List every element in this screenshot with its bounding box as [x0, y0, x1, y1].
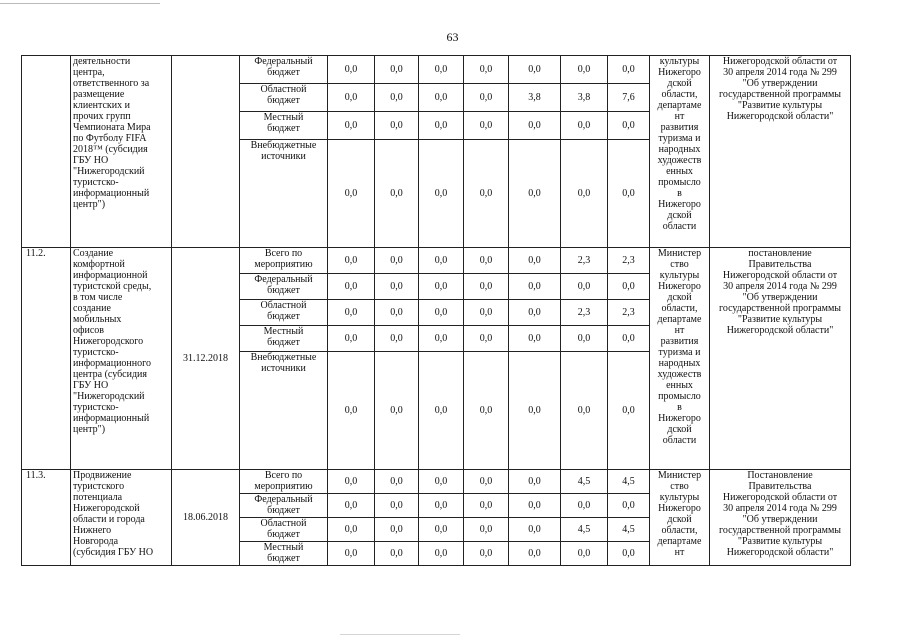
executor-line: Министер [657, 248, 702, 259]
funding-source [240, 248, 328, 274]
legal-basis-line: 30 апреля 2014 года № 299 [723, 503, 837, 514]
funding-source [240, 352, 328, 470]
executor-line: нт [674, 547, 685, 558]
table-row [22, 470, 851, 494]
legal-basis-line: государственной программы [718, 525, 842, 536]
funding-source [240, 518, 328, 542]
amount-cell: 0,0 [375, 56, 419, 84]
executor-line: туризма и [658, 347, 701, 358]
amount-cell: 0,0 [328, 300, 375, 326]
funding-source-line: источники [261, 151, 306, 162]
table-body [22, 56, 851, 566]
executor-line: нт [674, 325, 685, 336]
funding-source [240, 300, 328, 326]
activity-name-line: Продвижение [73, 470, 132, 481]
activity-name-line: Нижнего [73, 525, 112, 536]
funding-source-line: бюджет [267, 285, 300, 296]
completion-date: 18.06.2018 [172, 470, 240, 566]
activity-name-line: в том числе [73, 292, 123, 303]
legal-basis-line: Нижегородской области" [726, 547, 834, 558]
amount-cell: 0,0 [328, 140, 375, 248]
legal-basis-line: "Об утверждении [742, 292, 818, 303]
amount-cell: 0,0 [419, 494, 464, 518]
activity-name-line: клиентских и [73, 100, 130, 111]
executor-line: развития [660, 122, 699, 133]
activity-name-line: Нижегородской [73, 503, 140, 514]
row-index [22, 56, 71, 248]
amount-cell: 0,0 [464, 274, 509, 300]
activity-name-line: потенциала [73, 492, 123, 503]
executor [650, 248, 710, 470]
activity-name-line: ГБУ НО [73, 380, 109, 391]
activity-name [71, 56, 172, 248]
scan-artifact-bottom [340, 634, 460, 635]
amount-cell: 0,0 [419, 112, 464, 140]
executor-line: области [662, 221, 697, 232]
activity-name-line: информационный [73, 413, 150, 424]
completion-date [172, 56, 240, 248]
activity-name-line: информационной [73, 270, 148, 281]
funding-source [240, 494, 328, 518]
amount-cell: 0,0 [375, 470, 419, 494]
funding-source [240, 274, 328, 300]
legal-basis-line: Нижегородской области от [722, 492, 838, 503]
row-index: 11.2. [22, 248, 71, 470]
legal-basis-line: постановление [748, 248, 812, 259]
amount-cell: 0,0 [464, 352, 509, 470]
amount-cell: 2,3 [608, 300, 650, 326]
amount-cell: 0,0 [419, 542, 464, 566]
amount-cell: 3,8 [561, 84, 608, 112]
executor-line: промысло [658, 391, 701, 402]
funding-source-line: мероприятию [254, 259, 313, 270]
legal-basis-line: "Развитие культуры [737, 536, 823, 547]
funding-source-line: Федеральный [254, 56, 313, 67]
funding-source-line: Всего по [264, 248, 303, 259]
amount-cell: 0,0 [561, 352, 608, 470]
executor-line: Нижегоро [658, 281, 701, 292]
activity-name-line: деятельности [73, 56, 131, 67]
amount-cell: 7,6 [608, 84, 650, 112]
amount-cell: 0,0 [509, 470, 561, 494]
activity-name-line: туристского [73, 481, 125, 492]
activity-name-line: центр") [73, 199, 106, 210]
activity-name-line: центра (субсидия [73, 369, 147, 380]
table-row [22, 248, 851, 274]
amount-cell: 0,0 [608, 542, 650, 566]
activity-name-line: Новгорода [73, 536, 119, 547]
legal-basis-line: Нижегородской области от [722, 270, 838, 281]
funding-source-line: Федеральный [254, 274, 313, 285]
executor-line: области, [661, 525, 698, 536]
executor-line: промысло [658, 177, 701, 188]
activity-name-line: ответственного за [73, 78, 150, 89]
amount-cell: 0,0 [375, 352, 419, 470]
amount-cell: 0,0 [608, 326, 650, 352]
executor-line: области [662, 435, 697, 446]
amount-cell: 0,0 [328, 470, 375, 494]
executor-line: культуры [659, 492, 700, 503]
legal-basis-line: Правительства [748, 481, 812, 492]
executor-line: Нижегоро [658, 67, 701, 78]
amount-cell: 0,0 [419, 326, 464, 352]
amount-cell: 0,0 [328, 274, 375, 300]
amount-cell: 0,0 [608, 112, 650, 140]
legal-basis-line: 30 апреля 2014 года № 299 [723, 67, 837, 78]
executor-line: нт [674, 111, 685, 122]
executor-line: ство [670, 481, 689, 492]
funding-source-line: бюджет [267, 337, 300, 348]
activity-name-line: офисов [73, 325, 104, 336]
executor [650, 470, 710, 566]
activity-name-line: Создание [73, 248, 114, 259]
amount-cell: 0,0 [561, 112, 608, 140]
legal-basis-line: Нижегородской области" [726, 325, 834, 336]
executor-line: Нижегоро [658, 503, 701, 514]
activity-name-line: по Футболу FIFA [73, 133, 147, 144]
amount-cell: 0,0 [464, 494, 509, 518]
funding-source-line: бюджет [267, 505, 300, 516]
amount-cell: 0,0 [419, 300, 464, 326]
activity-name-line: ГБУ НО [73, 155, 109, 166]
funding-source-line: бюджет [267, 529, 300, 540]
amount-cell: 0,0 [375, 84, 419, 112]
executor-line: области, [661, 89, 698, 100]
funding-source [240, 84, 328, 112]
funding-source-line: Всего по [264, 470, 303, 481]
activity-name-line: центр") [73, 424, 106, 435]
funding-source-line: Местный [263, 112, 304, 123]
amount-cell: 0,0 [608, 140, 650, 248]
page-number: 63 [446, 30, 459, 44]
amount-cell: 0,0 [375, 248, 419, 274]
funding-source [240, 112, 328, 140]
table-row [22, 56, 851, 84]
executor-line: художеств [657, 369, 702, 380]
funding-source-line: Федеральный [254, 494, 313, 505]
amount-cell: 0,0 [328, 56, 375, 84]
executor [650, 56, 710, 248]
amount-cell: 0,0 [561, 542, 608, 566]
amount-cell: 0,0 [419, 470, 464, 494]
amount-cell: 4,5 [608, 470, 650, 494]
executor-line: развития [660, 336, 699, 347]
activity-name [71, 470, 172, 566]
executor-line: дской [667, 424, 692, 435]
legal-basis-line: "Развитие культуры [737, 314, 823, 325]
funding-source-line: Внебюджетные [250, 140, 317, 151]
activity-name-line: туристско- [73, 177, 119, 188]
amount-cell: 0,0 [419, 274, 464, 300]
executor-line: департаме [657, 100, 702, 111]
funding-source-line: Местный [263, 326, 304, 337]
funding-source-line: Внебюджетные [250, 352, 317, 363]
legal-basis [710, 248, 851, 470]
funding-source-line: бюджет [267, 123, 300, 134]
amount-cell: 0,0 [375, 494, 419, 518]
amount-cell: 0,0 [375, 112, 419, 140]
legal-basis-line: "Об утверждении [742, 78, 818, 89]
executor-line: культуры [659, 56, 700, 67]
activity-name-line: туристско- [73, 347, 119, 358]
activity-name-line: информационного [73, 358, 151, 369]
legal-basis-line: государственной программы [718, 89, 842, 100]
funding-source [240, 326, 328, 352]
amount-cell: 0,0 [608, 352, 650, 470]
amount-cell: 4,5 [561, 470, 608, 494]
activity-name-line: прочих групп [73, 111, 131, 122]
funding-source-line: бюджет [267, 67, 300, 78]
amount-cell: 0,0 [375, 300, 419, 326]
amount-cell: 0,0 [561, 274, 608, 300]
amount-cell: 0,0 [328, 494, 375, 518]
completion-date: 31.12.2018 [172, 248, 240, 470]
activity-name-line: комфортной [73, 259, 125, 270]
amount-cell: 0,0 [375, 518, 419, 542]
funding-source-line: бюджет [267, 311, 300, 322]
activity-name-line: создание [73, 303, 111, 314]
executor-line: культуры [659, 270, 700, 281]
executor-line: Нижегоро [658, 199, 701, 210]
amount-cell: 0,0 [375, 542, 419, 566]
legal-basis-line: 30 апреля 2014 года № 299 [723, 281, 837, 292]
activity-name-line: туристской среды, [73, 281, 152, 292]
activity-name-line: информационный [73, 188, 150, 199]
legal-basis-line: Нижегородской области от [722, 56, 838, 67]
amount-cell: 3,8 [509, 84, 561, 112]
amount-cell: 0,0 [464, 542, 509, 566]
amount-cell: 0,0 [375, 326, 419, 352]
executor-line: енных [666, 380, 693, 391]
legal-basis-line: Правительства [748, 259, 812, 270]
amount-cell: 0,0 [464, 326, 509, 352]
funding-source-line: бюджет [267, 553, 300, 564]
funding-source-line: бюджет [267, 95, 300, 106]
amount-cell: 0,0 [419, 84, 464, 112]
executor-line: дской [667, 78, 692, 89]
executor-line: в [677, 188, 682, 199]
amount-cell: 0,0 [509, 542, 561, 566]
activity-name-line: области и города [73, 514, 145, 525]
activity-name-line: "Нижегородский [73, 166, 145, 177]
amount-cell: 0,0 [464, 300, 509, 326]
amount-cell: 0,0 [608, 56, 650, 84]
amount-cell: 0,0 [328, 326, 375, 352]
amount-cell: 0,0 [464, 84, 509, 112]
funding-source-line: источники [261, 363, 306, 374]
executor-line: ство [670, 259, 689, 270]
amount-cell: 4,5 [561, 518, 608, 542]
amount-cell: 0,0 [375, 274, 419, 300]
amount-cell: 0,0 [509, 352, 561, 470]
amount-cell: 0,0 [464, 518, 509, 542]
activity-name-line: центра, [73, 67, 105, 78]
row-index: 11.3. [22, 470, 71, 566]
activity-name-line: мобильных [73, 314, 122, 325]
amount-cell: 4,5 [608, 518, 650, 542]
legal-basis [710, 56, 851, 248]
funding-source-line: Областной [260, 300, 307, 311]
amount-cell: 0,0 [328, 248, 375, 274]
amount-cell: 0,0 [328, 352, 375, 470]
activity-name-line: Чемпионата Мира [73, 122, 151, 133]
activity-name-line: размещение [73, 89, 125, 100]
legal-basis-line: "Об утверждении [742, 514, 818, 525]
executor-line: народных [658, 358, 701, 369]
amount-cell: 0,0 [561, 326, 608, 352]
executor-line: дской [667, 292, 692, 303]
funding-source-line: Местный [263, 542, 304, 553]
amount-cell: 2,3 [608, 248, 650, 274]
amount-cell: 0,0 [464, 140, 509, 248]
amount-cell: 0,0 [328, 518, 375, 542]
legal-basis-line: государственной программы [718, 303, 842, 314]
activity-name-line: туристско- [73, 402, 119, 413]
amount-cell: 0,0 [464, 112, 509, 140]
amount-cell: 0,0 [509, 326, 561, 352]
legal-basis-line: Постановление [747, 470, 813, 481]
executor-line: департаме [657, 536, 702, 547]
legal-basis [710, 470, 851, 566]
executor-line: енных [666, 166, 693, 177]
amount-cell: 2,3 [561, 248, 608, 274]
amount-cell: 0,0 [419, 352, 464, 470]
legal-basis-line: "Развитие культуры [737, 100, 823, 111]
amount-cell: 0,0 [375, 140, 419, 248]
amount-cell: 0,0 [561, 56, 608, 84]
activity-name-line: "Нижегородский [73, 391, 145, 402]
executor-line: дской [667, 514, 692, 525]
executor-line: туризма и [658, 133, 701, 144]
amount-cell: 0,0 [419, 140, 464, 248]
amount-cell: 0,0 [328, 112, 375, 140]
executor-line: Нижегоро [658, 413, 701, 424]
amount-cell: 0,0 [328, 542, 375, 566]
amount-cell: 0,0 [419, 56, 464, 84]
funding-source [240, 140, 328, 248]
amount-cell: 0,0 [419, 248, 464, 274]
executor-line: народных [658, 144, 701, 155]
amount-cell: 0,0 [464, 470, 509, 494]
scan-artifact-top [0, 3, 160, 4]
funding-source [240, 542, 328, 566]
amount-cell: 0,0 [328, 84, 375, 112]
activity-name [71, 248, 172, 470]
amount-cell: 0,0 [509, 140, 561, 248]
activity-name-line: Нижегородского [73, 336, 144, 347]
amount-cell: 0,0 [509, 518, 561, 542]
executor-line: области, [661, 303, 698, 314]
amount-cell: 0,0 [509, 112, 561, 140]
amount-cell: 0,0 [608, 494, 650, 518]
activity-name-line: (субсидия ГБУ НО [73, 547, 154, 558]
funding-source [240, 470, 328, 494]
executor-line: в [677, 402, 682, 413]
amount-cell: 0,0 [509, 56, 561, 84]
amount-cell: 0,0 [608, 274, 650, 300]
executor-line: художеств [657, 155, 702, 166]
amount-cell: 0,0 [509, 248, 561, 274]
activity-name-line: 2018™ (субсидия [73, 144, 148, 155]
executor-line: дской [667, 210, 692, 221]
amount-cell: 0,0 [464, 56, 509, 84]
amount-cell: 0,0 [464, 248, 509, 274]
funding-source-line: мероприятию [254, 481, 313, 492]
program-table [21, 55, 851, 566]
executor-line: Министер [657, 470, 702, 481]
amount-cell: 0,0 [509, 300, 561, 326]
amount-cell: 2,3 [561, 300, 608, 326]
amount-cell: 0,0 [561, 140, 608, 248]
funding-source [240, 56, 328, 84]
amount-cell: 0,0 [509, 274, 561, 300]
funding-source-line: Областной [260, 518, 307, 529]
amount-cell: 0,0 [419, 518, 464, 542]
amount-cell: 0,0 [509, 494, 561, 518]
legal-basis-line: Нижегородской области" [726, 111, 834, 122]
executor-line: департаме [657, 314, 702, 325]
amount-cell: 0,0 [561, 494, 608, 518]
funding-source-line: Областной [260, 84, 307, 95]
